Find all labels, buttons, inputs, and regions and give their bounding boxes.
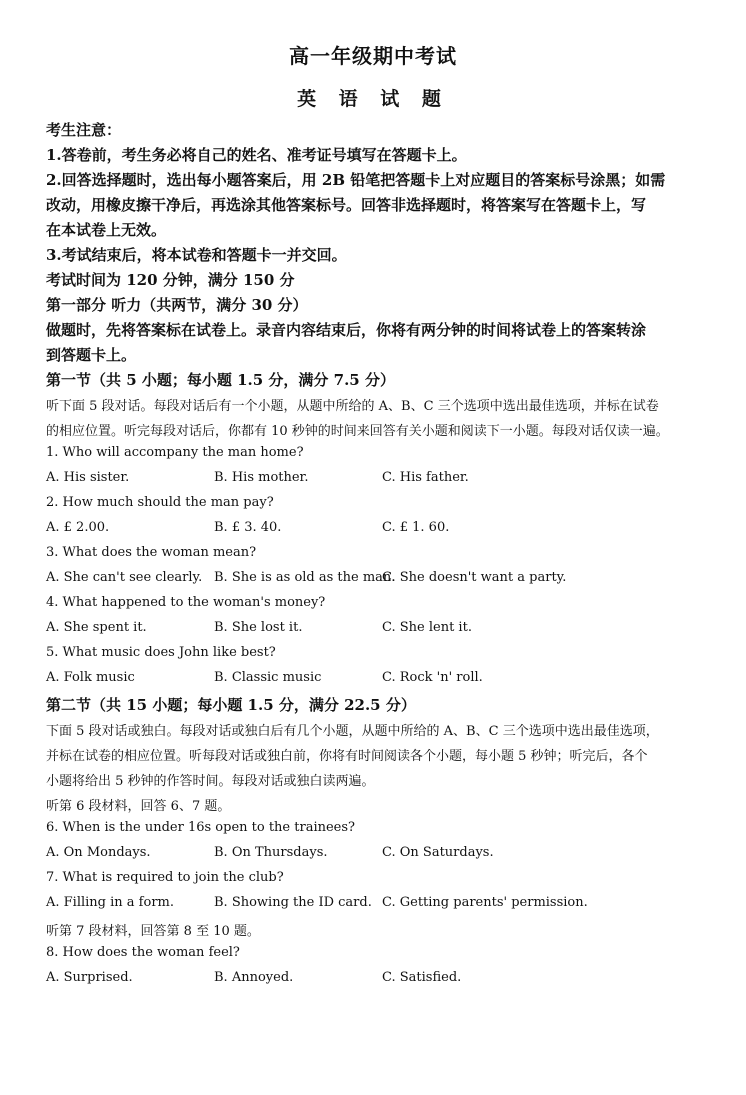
option-a: A. On Mondays. [46, 845, 151, 860]
subject-title: 英 语 试 题 [297, 88, 449, 110]
option-c: C. His father. [382, 470, 469, 485]
option-a: A. His sister. [46, 470, 130, 485]
note-line: 3.考试结束后，将本试卷和答题卡一并交回。 [46, 246, 347, 264]
notes-heading: 考生注意： [46, 121, 122, 139]
exam-time: 考试时间为 120 分钟，满分 150 分 [46, 271, 295, 289]
part1-instruction: 到答题卡上。 [46, 346, 137, 364]
question-1: 1. Who will accompany the man home? [46, 445, 304, 460]
note-line: 2.回答选择题时，选出每小题答案后，用 2B 铅笔把答题卡上对应题目的答案标号涂黑；如需 [46, 171, 666, 189]
option-c: C. Rock 'n' roll. [382, 670, 483, 685]
option-b: B. She lost it. [214, 620, 303, 635]
option-b: B. Annoyed. [214, 970, 294, 985]
section2-instruction: 下面 5 段对话或独白。每段对话或独白后有几个小题，从题中所给的 A、B、C 三个选项中选出最佳选项， [46, 724, 659, 739]
note-line: 改动，用橡皮擦干净后，再选涂其他答案标号。回答非选择题时，将答案写在答题卡上，写 [46, 196, 647, 214]
option-a: A. Surprised. [46, 970, 133, 985]
section2-heading: 第二节（共 15 小题；每小题 1.5 分，满分 22.5 分） [46, 696, 416, 714]
exam-title: 高一年级期中考试 [289, 44, 457, 68]
question-7: 7. What is required to join the club? [46, 870, 284, 885]
question-6: 6. When is the under 16s open to the trainees? [46, 820, 356, 835]
material-7-label: 听第 7 段材料，回答第 8 至 10 题。 [46, 924, 260, 939]
section1-instruction: 的相应位置。听完每段对话后，你都有 10 秒钟的时间来回答有关小题和阅读下一小题。每段对话仅读一遍。 [46, 424, 669, 439]
part1-instruction: 做题时，先将答案标在试卷上。录音内容结束后，你将有两分钟的时间将试卷上的答案转涂 [46, 321, 647, 339]
option-a: A. Folk music [46, 670, 135, 685]
note-line: 1.答卷前，考生务必将自己的姓名、准考证号填写在答题卡上。 [46, 146, 467, 164]
option-b: B. His mother. [214, 470, 309, 485]
question-8: 8. How does the woman feel? [46, 945, 240, 960]
question-4: 4. What happened to the woman's money? [46, 595, 326, 610]
option-b: B. £ 3. 40. [214, 520, 282, 535]
part1-heading: 第一部分 听力（共两节，满分 30 分） [46, 296, 308, 314]
option-b: B. Classic music [214, 670, 322, 685]
question-5: 5. What music does John like best? [46, 645, 276, 660]
question-3: 3. What does the woman mean? [46, 545, 257, 560]
material-6-label: 听第 6 段材料，回答 6、7 题。 [46, 799, 231, 814]
option-a: A. She spent it. [46, 620, 147, 635]
option-c: C. She lent it. [382, 620, 472, 635]
option-b: B. Showing the ID card. [214, 895, 372, 910]
section2-instruction: 并标在试卷的相应位置。听每段对话或独白前，你将有时间阅读各个小题，每小题 5 秒钟；听完后，各个 [46, 749, 648, 764]
option-c: C. Getting parents' permission. [382, 895, 588, 910]
note-line: 在本试卷上无效。 [46, 221, 167, 239]
option-b: B. She is as old as the man. [214, 570, 396, 585]
question-2: 2. How much should the man pay? [46, 495, 274, 510]
option-a: A. She can't see clearly. [46, 570, 203, 585]
section1-instruction: 听下面 5 段对话。每段对话后有一个小题，从题中所给的 A、B、C 三个选项中选出最佳选项，并标在试卷 [46, 399, 659, 414]
option-a: A. £ 2.00. [46, 520, 110, 535]
option-c: C. She doesn't want a party. [382, 570, 567, 585]
option-c: C. £ 1. 60. [382, 520, 450, 535]
option-c: C. Satisfied. [382, 970, 462, 985]
option-b: B. On Thursdays. [214, 845, 328, 860]
option-c: C. On Saturdays. [382, 845, 494, 860]
section1-heading: 第一节（共 5 小题；每小题 1.5 分，满分 7.5 分） [46, 371, 395, 389]
section2-instruction: 小题将给出 5 秒钟的作答时间。每段对话或独白读两遍。 [46, 774, 375, 789]
option-a: A. Filling in a form. [46, 895, 174, 910]
